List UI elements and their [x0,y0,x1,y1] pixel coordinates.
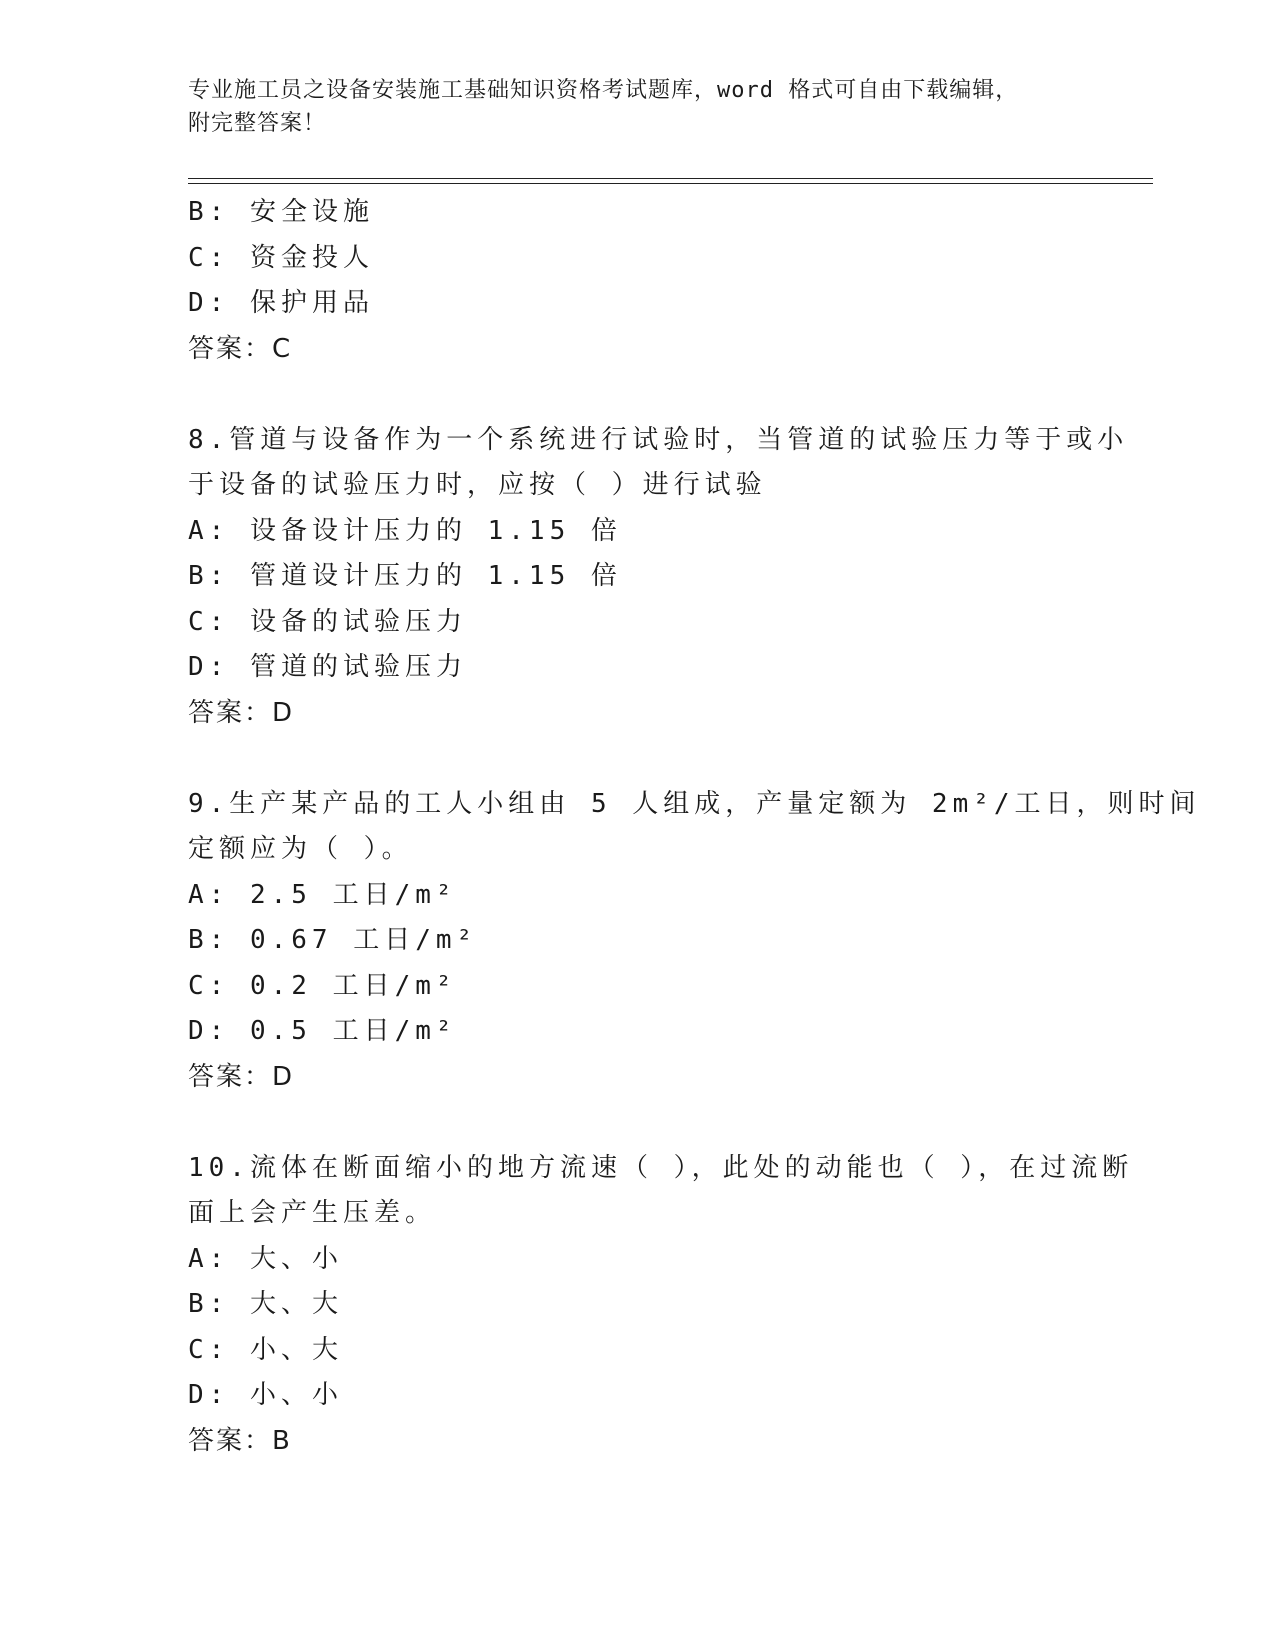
question-list [188,190,1201,1464]
answer-label: 答案：D [188,1061,295,1092]
option-d: D: 管道的试验压力 [188,652,467,682]
question-stem-continued: 于设备的试验压力时，应按（ ）进行试验 [188,470,767,500]
header-rule-top [188,178,1153,179]
question-stem: 9.生产某产品的工人小组由 5 人组成，产量定额为 2m²/工日，则时间 [188,788,1201,819]
question-stem-continued: 面上会产生压差。 [188,1198,437,1228]
document-header [188,74,1088,140]
option-d: D: 保护用品 [188,288,374,318]
question-stem: 8.管道与设备作为一个系统进行试验时，当管道的试验压力等于或小 [188,424,1129,455]
answer-label: 答案：C [188,333,293,364]
option-c: C: 0.2 工日/m² [188,970,457,1001]
answer-label: 答案：D [188,697,295,728]
spacer [188,372,1088,418]
option-a: A: 设备设计压力的 1.15 倍 [188,515,622,546]
spacer [188,1100,1088,1146]
question-8 [188,418,1129,737]
question-10 [188,1146,1134,1465]
option-b: B: 0.67 工日/m² [188,925,478,955]
spacer [188,736,1088,782]
option-d: D: 小、小 [188,1380,343,1410]
option-b: B: 安全设施 [188,197,374,227]
option-c: C: 设备的试验压力 [188,606,467,637]
option-d: D: 0.5 工日/m² [188,1016,457,1046]
option-b: B: 管道设计压力的 1.15 倍 [188,561,622,591]
header-line-2: 附完整答案！ [188,111,327,136]
option-b: B: 大、大 [188,1289,343,1319]
option-c: C: 小、大 [188,1334,343,1365]
option-a: A: 大、小 [188,1243,343,1274]
question-7-continuation [188,190,1088,372]
option-c: C: 资金投人 [188,242,374,273]
question-stem: 10.流体在断面缩小的地方流速（ ），此处的动能也（ ），在过流断 [188,1152,1134,1183]
question-stem-continued: 定额应为（ ）。 [188,834,413,864]
header-line-1: 专业施工员之设备安装施工基础知识资格考试题库，word 格式可自由下载编辑， [188,78,1019,103]
option-a: A: 2.5 工日/m² [188,879,457,910]
answer-label: 答案：B [188,1425,292,1456]
question-9 [188,782,1201,1101]
header-rule-bottom [188,183,1153,184]
